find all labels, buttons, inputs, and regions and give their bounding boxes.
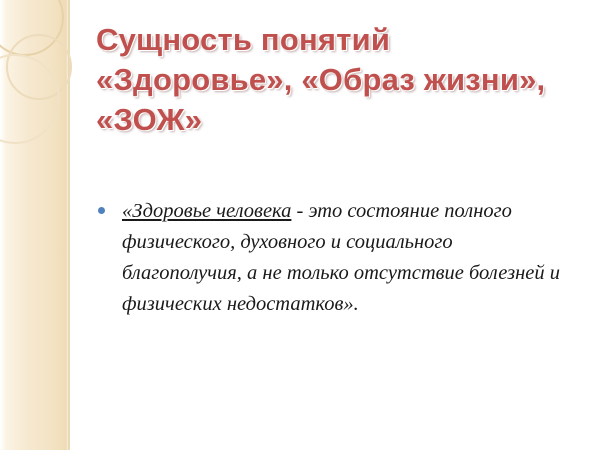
bullet-dot-icon (98, 207, 105, 214)
definition-term: «Здоровье человека (122, 200, 292, 222)
definition-text: - это состояние полного физического, духовного и социального благополучия, а не только отсутствие болезней и физических недостатков». (122, 200, 560, 315)
slide-title: Сущность понятий «Здоровье», «Образ жизни», «ЗОЖ» (96, 22, 546, 137)
list-item (94, 196, 570, 320)
slide-body-list (94, 196, 570, 320)
